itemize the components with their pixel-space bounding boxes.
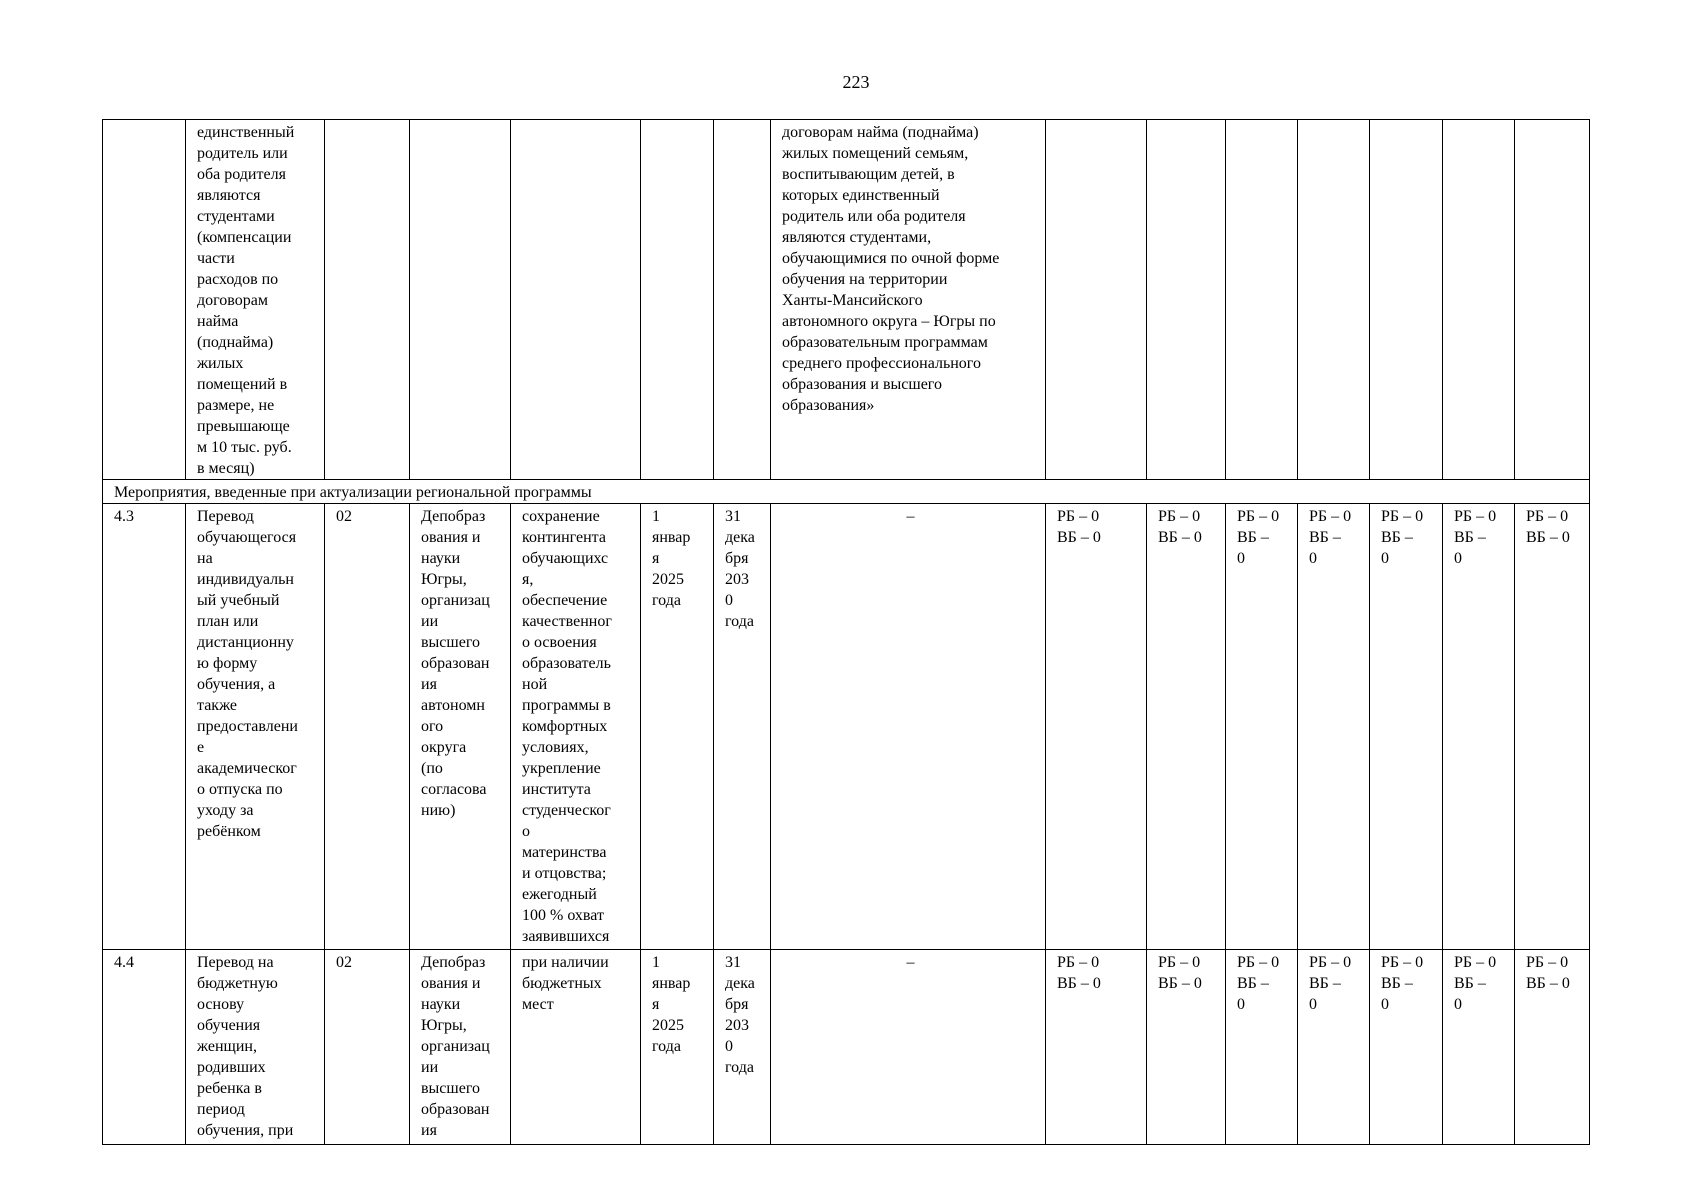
page-number: 223 [842, 72, 870, 92]
cell-funding: РБ – 0 ВБ – 0 [1226, 504, 1298, 950]
cell-code: 02 [325, 950, 410, 1145]
cell-name: Перевод обучающегося на индивидуальн ый учебный план или дистанционну ю форму обучения, а также предоставлени е академическог о отпуска по уходу за ребёнком [186, 504, 325, 950]
cell-funding: РБ – 0 ВБ – 0 [1046, 504, 1147, 950]
cell-funding [1515, 120, 1590, 480]
cell-result: при наличии бюджетных мест [511, 950, 641, 1145]
cell-start-date [641, 120, 714, 480]
cell-funding: РБ – 0 ВБ – 0 [1515, 504, 1590, 950]
cell-funding [1443, 120, 1515, 480]
cell-relation: – [771, 950, 1046, 1145]
cell-start-date: 1 январ я 2025 года [641, 504, 714, 950]
cell-executor: Депобраз ования и науки Югры, организац ии высшего образован ия автономн ого округа (по согласова нию) [410, 504, 511, 950]
cell-funding: РБ – 0 ВБ – 0 [1046, 950, 1147, 1145]
cell-funding: РБ – 0 ВБ – 0 [1515, 950, 1590, 1145]
cell-funding [1046, 120, 1147, 480]
cell-result [511, 120, 641, 480]
cell-start-date: 1 январ я 2025 года [641, 950, 714, 1145]
table-row [103, 504, 1590, 950]
cell-end-date [714, 120, 771, 480]
cell-relation: – [771, 504, 1046, 950]
cell-end-date: 31 дека бря 203 0 года [714, 504, 771, 950]
measures-table [102, 119, 1590, 1145]
cell-result: сохранение контингента обучающихс я, обеспечение качественног о освоения образователь ной программы в комфортных условиях, укрепление института студенческог о материнства и отцовства; ежегодный 100 % охват заявившихся [511, 504, 641, 950]
cell-number: 4.4 [103, 950, 186, 1145]
cell-executor: Депобраз ования и науки Югры, организац ии высшего образован ия [410, 950, 511, 1145]
cell-funding: РБ – 0 ВБ – 0 [1298, 504, 1370, 950]
table-row-continued [103, 120, 1590, 480]
cell-number: 4.3 [103, 504, 186, 950]
cell-executor [410, 120, 511, 480]
table-row [103, 950, 1590, 1145]
cell-funding: РБ – 0 ВБ – 0 [1370, 950, 1443, 1145]
cell-funding [1370, 120, 1443, 480]
cell-funding: РБ – 0 ВБ – 0 [1147, 504, 1226, 950]
cell-funding: РБ – 0 ВБ – 0 [1226, 950, 1298, 1145]
cell-code [325, 120, 410, 480]
cell-relation: договорам найма (поднайма) жилых помещений семьям, воспитывающим детей, в которых единственный родитель или оба родителя являются студентами, обучающимися по очной форме обучения на территории Ханты-Мансийского автономного округа – Югры по образовательным программам среднего профессионального образования и высшего образования» [771, 120, 1046, 480]
cell-name: единственный родитель или оба родителя являются студентами (компенсации части расходов по договорам найма (поднайма) жилых помещений в размере, не превышающе м 10 тыс. руб. в месяц) [186, 120, 325, 480]
cell-funding [1147, 120, 1226, 480]
cell-name: Перевод на бюджетную основу обучения женщин, родивших ребенка в период обучения, при [186, 950, 325, 1145]
cell-funding: РБ – 0 ВБ – 0 [1298, 950, 1370, 1145]
cell-code: 02 [325, 504, 410, 950]
cell-funding [1226, 120, 1298, 480]
cell-funding: РБ – 0 ВБ – 0 [1147, 950, 1226, 1145]
cell-number [103, 120, 186, 480]
section-header-row [103, 480, 1590, 504]
cell-funding: РБ – 0 ВБ – 0 [1370, 504, 1443, 950]
cell-end-date: 31 дека бря 203 0 года [714, 950, 771, 1145]
cell-funding: РБ – 0 ВБ – 0 [1443, 950, 1515, 1145]
section-title: Мероприятия, введенные при актуализации региональной программы [103, 480, 1590, 504]
cell-funding: РБ – 0 ВБ – 0 [1443, 504, 1515, 950]
cell-funding [1298, 120, 1370, 480]
